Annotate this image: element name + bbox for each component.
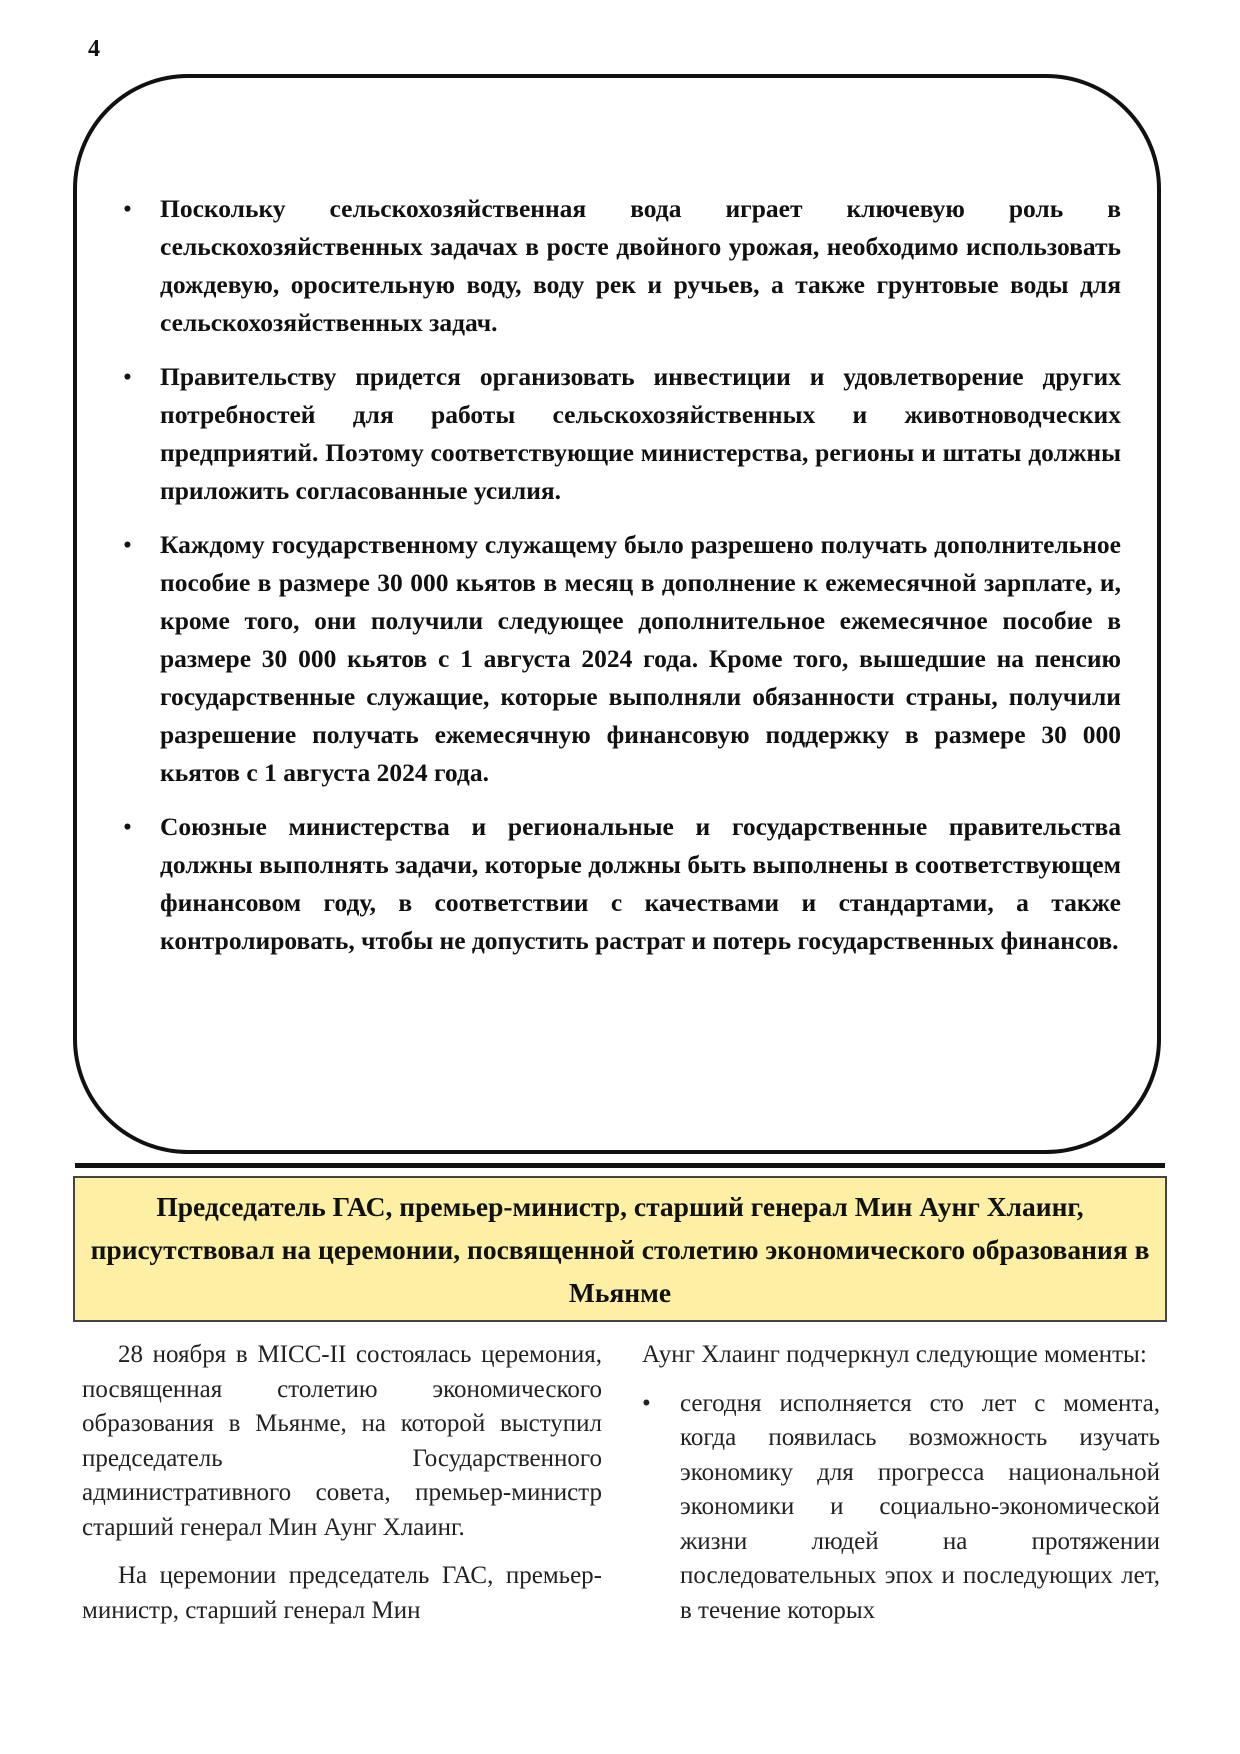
highlight-item: • Поскольку сельскохозяйственная вода играет ключевую роль в сельскохозяйственных задачах в росте двойного урожая, необходимо использовать дождевую, оросительную воду, воду рек и ручьев, а также грунтовые воды для сельскохозяйственных задач.	[117, 190, 1121, 342]
article-paragraph: 28 ноября в MICC-II состоялась церемония, посвященная столетию экономического образования в Мьянме, на которой выступил председатель Государственного административного совета, премьер-министр старший генерал Мин Аунг Хлаинг.	[82, 1341, 602, 1541]
article-column-left	[82, 1338, 602, 1642]
article-headline-text: Председатель ГАС, премьер-министр, старший генерал Мин Аунг Хлаинг, присутствовал на церемонии, посвященной столетию экономического образования в Мьянме	[90, 1190, 1150, 1308]
article-bullet-list	[642, 1387, 1160, 1629]
highlight-item: • Правительству придется организовать инвестиции и удовлетворение других потребностей для работы сельскохозяйственных и животноводческих предприятий. Поэтому соответствующие министерства, регионы и штаты должны приложить согласованные усилия.	[117, 358, 1121, 510]
highlights-list	[117, 190, 1121, 976]
article-column-right	[642, 1338, 1160, 1628]
highlight-item: • Каждому государственному служащему было разрешено получать дополнительное пособие в размере 30 000 кьятов в месяц в дополнение к ежемесячной зарплате, и, кроме того, они получили следующее дополнительное ежемесячное пособие в размере 30 000 кьятов с 1 августа 2024 года. Кроме того, вышедшие на пенсию государственные служащие, которые выполняли обязанности страны, получили разрешение получать ежемесячную финансовую поддержку в размере 30 000 кьятов с 1 августа 2024 года.	[117, 526, 1121, 792]
page-number: 4	[88, 36, 100, 62]
highlight-item: • Союзные министерства и региональные и государственные правительства должны выполнять задачи, которые должны быть выполнены в соответствующем финансовом году, в соответствии с качествами и стандартами, а также контролировать, чтобы не допустить растрат и потерь государственных финансов.	[117, 808, 1121, 960]
section-divider	[75, 1163, 1165, 1168]
article-paragraph: На церемонии председатель ГАС, премьер-министр, старший генерал Мин	[82, 1562, 602, 1624]
article-bullet-item: • сегодня исполняется сто лет с момента, когда появилась возможность изучать экономику для прогресса национальной экономики и социально-экономической жизни людей на протяжении последовательных эпох и последующих лет, в течение которых	[642, 1387, 1160, 1629]
article-headline	[73, 1176, 1167, 1322]
article-paragraph: Аунг Хлаинг подчеркнул следующие моменты:	[642, 1341, 1147, 1368]
